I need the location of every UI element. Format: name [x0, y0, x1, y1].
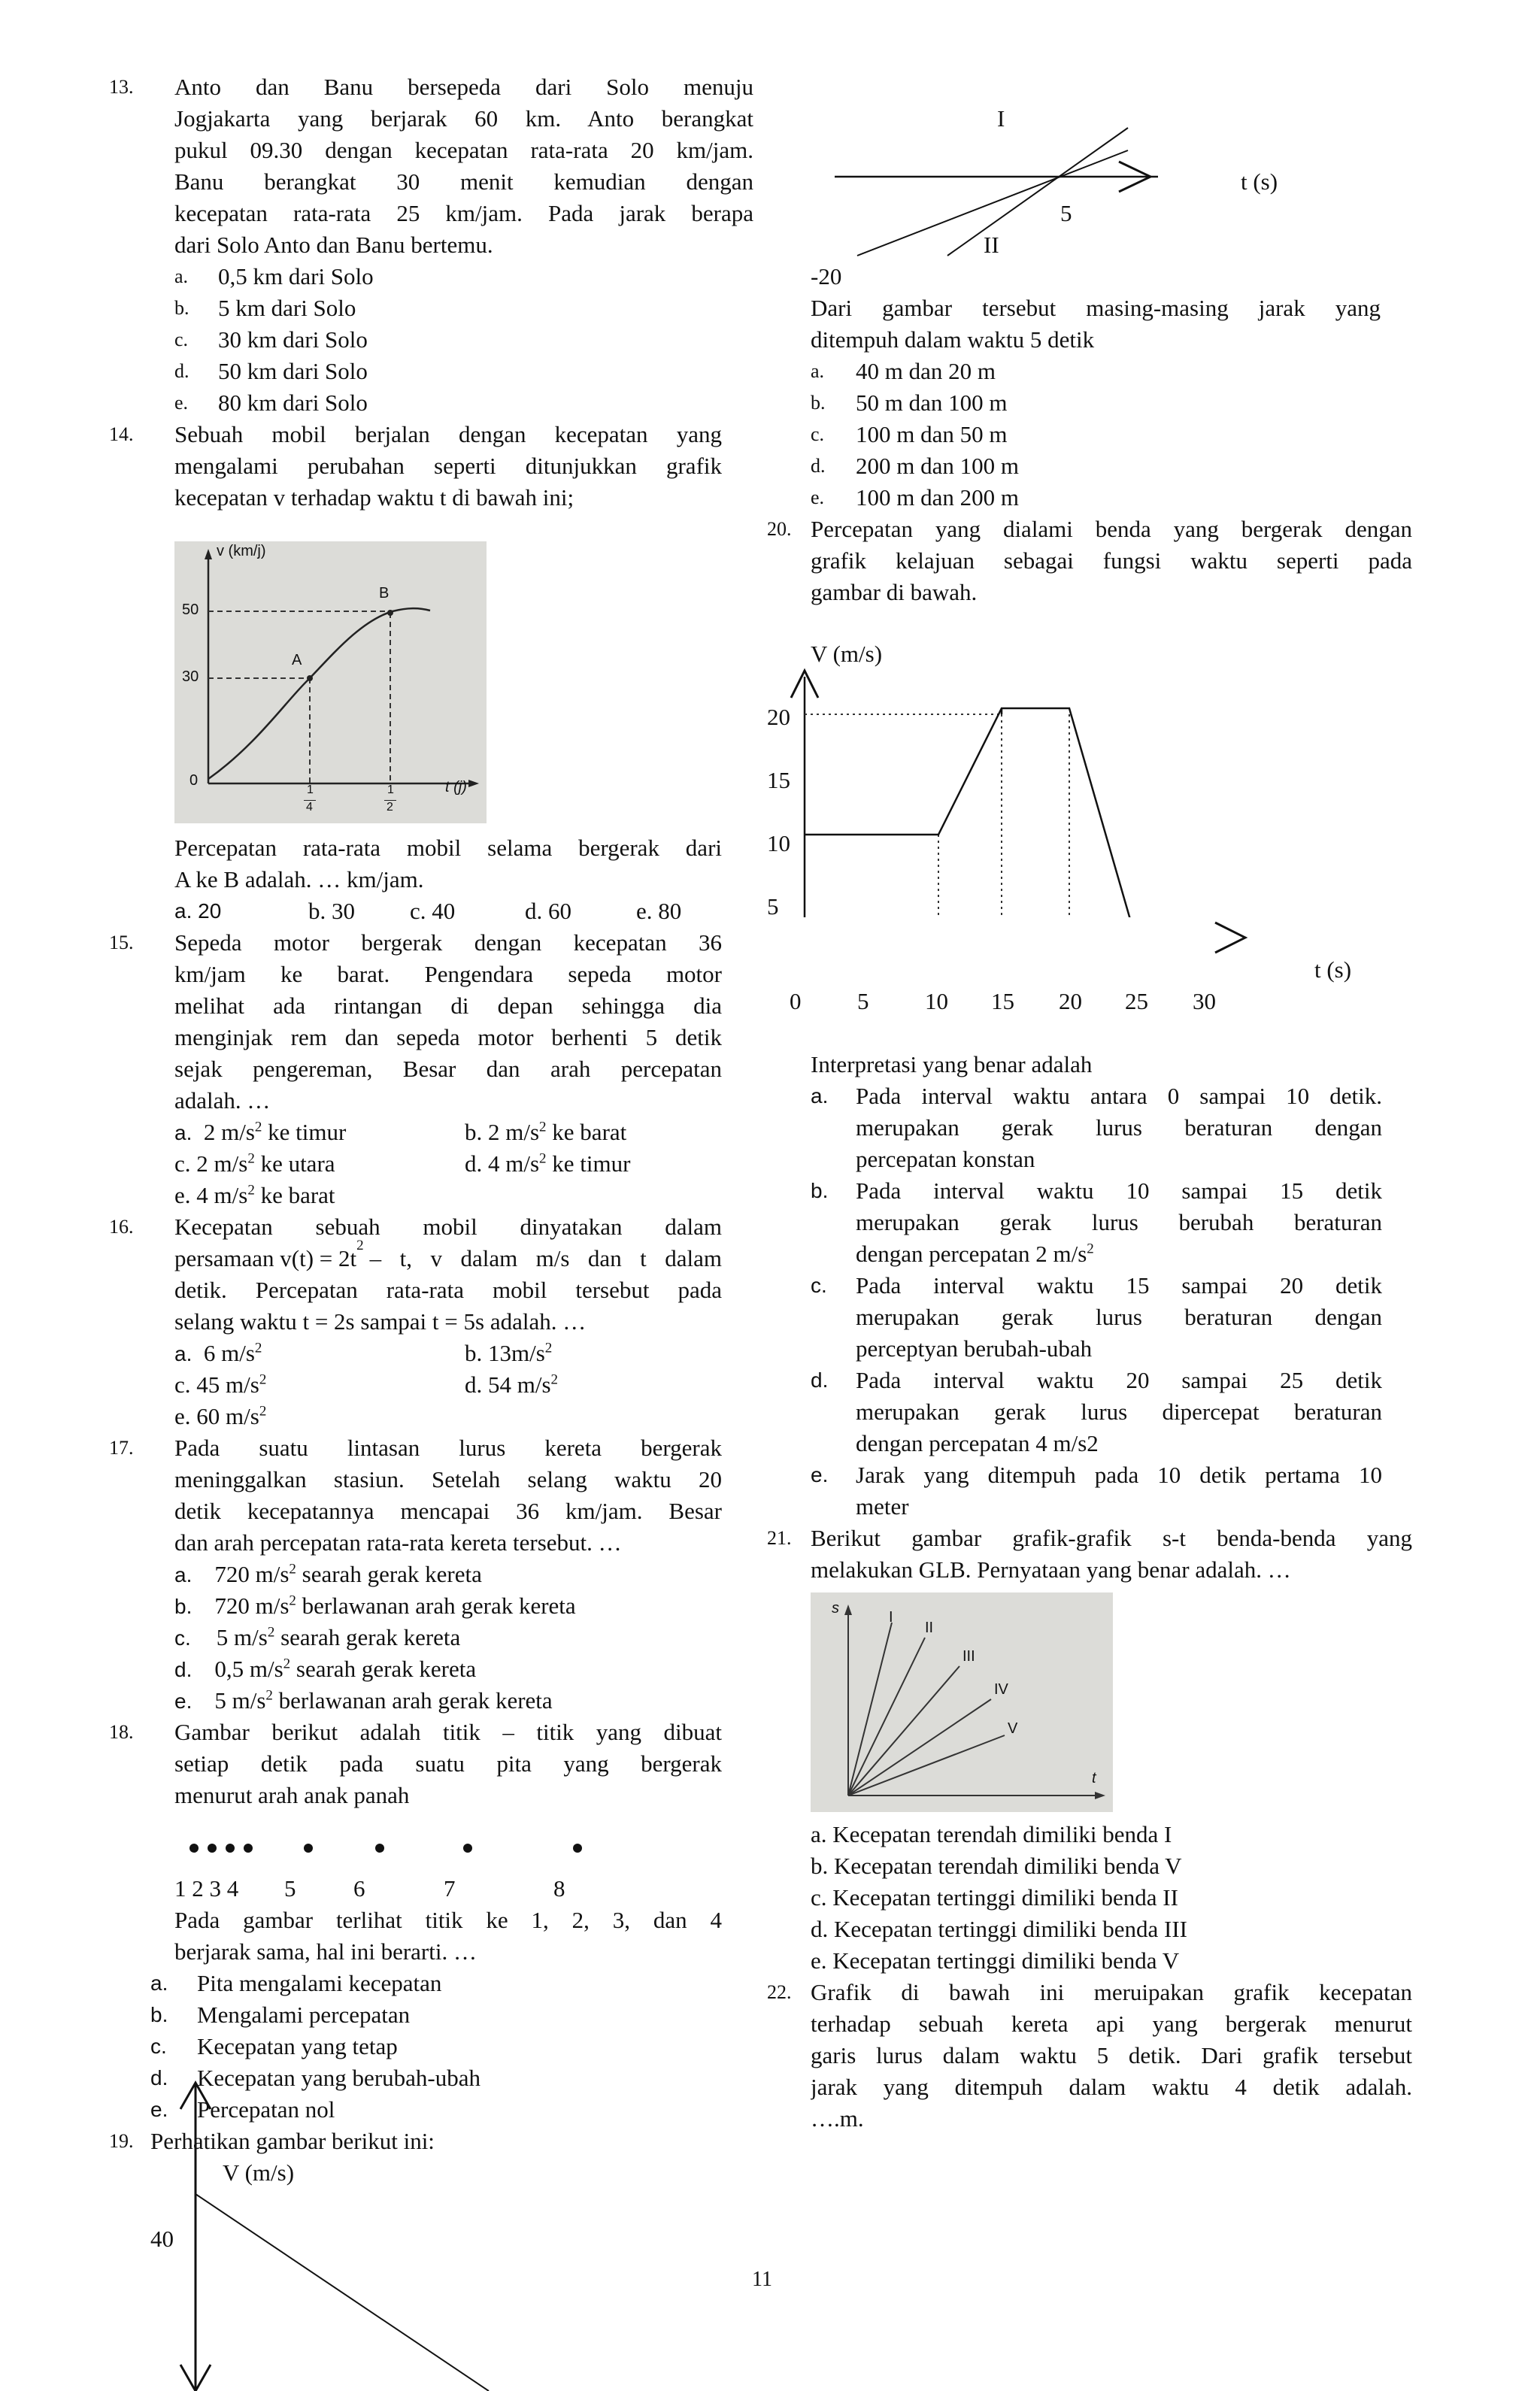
sup: 2: [289, 1561, 296, 1577]
q19-velocity-graph: [165, 2060, 587, 2391]
q17-line: Pada suatu lintasan lurus kereta bergerak: [174, 1435, 722, 1461]
tape-dot: [244, 1844, 253, 1853]
q20-xtick: 5: [857, 988, 869, 1014]
q14-option-e: e. 80: [636, 898, 682, 924]
q21-graph-t: t: [1092, 1770, 1096, 1786]
q19-text: Perhatikan gambar berikut ini:: [150, 2128, 435, 2154]
q18-dot-label: 6: [353, 1875, 365, 1902]
tape-dot: [573, 1844, 582, 1853]
q13-line: Jogjakarta yang berjarak 60 km. Anto berangkat: [174, 105, 753, 132]
q17-option-value: 720 m/s: [214, 1561, 290, 1587]
q20-option-d: Pada interval waktu 20 sampai 25 detik: [856, 1367, 1382, 1393]
q22-line: jarak yang ditempuh dalam waktu 4 detik adalah.: [811, 2074, 1412, 2100]
q17-option-c: [174, 1622, 460, 1654]
q15-line: melihat ada rintangan di depan sehingga dia: [174, 992, 722, 1019]
q18-line: setiap detik pada suatu pita yang bergerak: [174, 1750, 722, 1777]
sup: 2: [254, 1119, 262, 1135]
q14-graph-y50: 50: [182, 602, 199, 618]
q19-position-graph: [827, 105, 1248, 278]
q17-option-text: searah gerak kereta: [302, 1561, 482, 1587]
q15-line: menginjak rem dan sepeda motor berhenti 5 detik: [174, 1024, 722, 1050]
q14-graph-point-b: B: [379, 585, 390, 602]
q15-option-e-dir: ke barat: [260, 1182, 335, 1208]
q19-graph-label-II: II: [984, 232, 999, 258]
graph-line-I: [947, 128, 1128, 256]
q17-option-text: berlawanan arah gerak kereta: [278, 1687, 553, 1714]
q21-graph-label: II: [925, 1620, 934, 1636]
q18-option-d: Kecepatan yang berubah-ubah: [197, 2065, 480, 2091]
q17-line: detik kecepatannya mencapai 36 km/jam. Besar: [174, 1498, 722, 1524]
q17-line: meninggalkan stasiun. Setelah selang waktu 20: [174, 1466, 722, 1492]
q15-line: Sepeda motor bergerak dengan kecepatan 36: [174, 929, 722, 956]
q15-line: km/jam ke barat. Pengendara sepeda motor: [174, 961, 722, 987]
q20-option-c: merupakan gerak lurus beraturan dengan: [856, 1304, 1382, 1330]
q17-option-letter: a.: [174, 1563, 192, 1586]
q16-eq-rest: – t, v dalam m/s dan t dalam: [369, 1245, 722, 1271]
q14-velocity-graph: [174, 541, 487, 823]
sup: 2: [265, 1687, 273, 1704]
line-II: [848, 1638, 925, 1796]
q18-option-letter: d.: [150, 2066, 168, 2089]
q19-question: Dari gambar tersebut masing-masing jarak yang: [811, 295, 1381, 321]
q15-option-d-value: d. 4 m/s: [465, 1150, 540, 1177]
q16-option-c: [174, 1369, 266, 1401]
q20-ytick: 5: [767, 893, 779, 920]
q17-option-text: searah gerak kereta: [296, 1656, 477, 1682]
q22-line: Grafik di bawah ini meruipakan grafik kecepatan: [811, 1979, 1412, 2005]
q18-dot-labels: 1 2 3 4: [174, 1875, 239, 1902]
q14-option-b: b. 30: [308, 898, 355, 924]
q14-graph-point-a: A: [292, 652, 302, 668]
q15-option-b-dir: ke barat: [552, 1119, 627, 1145]
q20-x-arrow: [1209, 915, 1254, 960]
tape-dot: [375, 1844, 384, 1853]
q21-graph-label: V: [1008, 1720, 1018, 1737]
q21-option-e: e. Kecepatan tertinggi dimiliki benda V: [811, 1947, 1180, 1974]
q18-dot-label: 7: [444, 1875, 456, 1902]
q18-option-b: Mengalami percepatan: [197, 2002, 411, 2028]
q14-graph-y30: 30: [182, 668, 199, 685]
q16-option-e: [174, 1401, 266, 1432]
q14-graph-x2-den: 2: [387, 801, 393, 814]
q19-graph-t: t (s): [1241, 168, 1278, 195]
page-number: 11: [752, 2268, 772, 2291]
q17-option-text: berlawanan arah gerak kereta: [302, 1592, 576, 1619]
q16-number: 16.: [109, 1216, 134, 1238]
q15-option-b-value: b. 2 m/s: [465, 1119, 540, 1145]
q20-option-letter: d.: [811, 1368, 829, 1392]
q21-line: Berikut gambar grafik-grafik s-t benda-benda yang: [811, 1525, 1412, 1551]
q20-option-b-last: dengan percepatan 2 m/s: [856, 1241, 1087, 1267]
q21-option-b: b. Kecepatan terendah dimiliki benda V: [811, 1853, 1182, 1879]
q21-graph-label: IV: [994, 1681, 1008, 1698]
q17-option-d: [174, 1653, 476, 1686]
q20-option-b: Pada interval waktu 10 sampai 15 detik: [856, 1177, 1382, 1204]
q21-st-graph: [811, 1592, 1113, 1812]
q17-option-b: [174, 1590, 576, 1623]
q19-option-letter: c.: [811, 423, 825, 445]
q15-option-a: [174, 1117, 346, 1149]
q13-line: pukul 09.30 dengan kecepatan rata-rata 20 km/jam.: [174, 137, 753, 163]
q15-number: 15.: [109, 932, 134, 953]
q21-option-c: c. Kecepatan tertinggi dimiliki benda II: [811, 1884, 1178, 1911]
q19-option-letter: e.: [811, 486, 825, 508]
q18-after: berjarak sama, hal ini berarti. …: [174, 1938, 477, 1965]
q16-line: detik. Percepatan rata-rata mobil tersebut pada: [174, 1277, 722, 1303]
q20-speed-graph: [782, 662, 1308, 917]
q15-option-c: [174, 1148, 335, 1180]
line-V: [848, 1735, 1005, 1796]
q15-option-e-value: e. 4 m/s: [174, 1182, 248, 1208]
q15-option-d-dir: ke timur: [552, 1150, 631, 1177]
q19-option-d: 200 m dan 100 m: [856, 453, 1019, 479]
q16-line: Kecepatan sebuah mobil dinyatakan dalam: [174, 1214, 722, 1240]
q22-number: 22.: [767, 1981, 792, 2003]
sup: 2: [259, 1403, 267, 1420]
q15-line: sejak pengereman, Besar dan arah percepatan: [174, 1056, 722, 1082]
q15-line: adalah. …: [174, 1087, 271, 1114]
q18-option-letter: e.: [150, 2098, 168, 2121]
q17-number: 17.: [109, 1437, 134, 1459]
q20-xtick: 20: [1059, 988, 1082, 1014]
q20-line: grafik kelajuan sebagai fungsi waktu seperti pada: [811, 547, 1412, 574]
tape-dot: [226, 1844, 235, 1853]
q18-option-letter: a.: [150, 1971, 168, 1995]
tape-dot: [463, 1844, 472, 1853]
sup: 2: [254, 1340, 262, 1356]
q19-ylabel: V (m/s): [223, 2159, 295, 2186]
q19-option-a: 40 m dan 20 m: [856, 358, 996, 384]
q13-option-letter: b.: [174, 297, 189, 319]
sup: 2: [550, 1371, 559, 1388]
q21-graph-label: I: [889, 1609, 893, 1626]
q20-option-a: merupakan gerak lurus beraturan dengan: [856, 1114, 1382, 1141]
q20-option-d: dengan percepatan 4 m/s2: [856, 1430, 1099, 1456]
q17-option-value: 5 m/s: [214, 1687, 266, 1714]
q18-tape-dots: [180, 1837, 602, 1859]
q21-option-d: d. Kecepatan tertinggi dimiliki benda III: [811, 1916, 1187, 1942]
sup: 2: [539, 1150, 547, 1167]
q19-option-b: 50 m dan 100 m: [856, 389, 1008, 416]
q17-option-value: 720 m/s: [214, 1592, 290, 1619]
q19-question: ditempuh dalam waktu 5 detik: [811, 326, 1095, 353]
q20-option-c: perceptyan berubah-ubah: [856, 1335, 1093, 1362]
q20-option-d: merupakan gerak lurus dipercepat beraturan: [856, 1399, 1382, 1425]
q21-number: 21.: [767, 1527, 792, 1549]
q17-option-letter: e.: [174, 1689, 192, 1713]
tape-dot: [189, 1844, 199, 1853]
q16-line: [174, 1238, 722, 1274]
q15-option-c-value: c. 2 m/s: [174, 1150, 248, 1177]
q13-option-letter: d.: [174, 360, 189, 382]
q19-tick-40: 40: [150, 2226, 174, 2252]
q16-option-d-value: d. 54 m/s: [465, 1371, 551, 1398]
q14-line: mengalami perubahan seperti ditunjukkan grafik: [174, 453, 722, 479]
q20-option-b: [856, 1238, 1094, 1270]
q18-option-e: Percepatan nol: [197, 2096, 335, 2123]
q17-line: dan arah percepatan rata-rata kereta tersebut. …: [174, 1529, 622, 1556]
q19-number: 19.: [109, 2130, 134, 2152]
q13-option-letter: e.: [174, 392, 189, 414]
q22-line: ….m.: [811, 2105, 864, 2132]
tape-dot: [304, 1844, 313, 1853]
q13-number: 13.: [109, 76, 134, 98]
q20-xtick: 15: [991, 988, 1014, 1014]
q13-line: kecepatan rata-rata 25 km/jam. Pada jarak berapa: [174, 200, 753, 226]
q14-option-d: d. 60: [525, 898, 571, 924]
sup: 2: [539, 1119, 547, 1135]
q14-graph-origin: 0: [189, 772, 199, 789]
q22-line: terhadap sebuah kereta api yang bergerak menurut: [811, 2011, 1412, 2037]
q14-option-a: a. 20: [174, 899, 222, 923]
q13-line: Anto dan Banu bersepeda dari Solo menuju: [174, 74, 753, 100]
sup: 2: [289, 1592, 296, 1609]
sup: 2: [283, 1656, 291, 1672]
q15-option-a-dir: ke timur: [268, 1119, 347, 1145]
q18-option-letter: b.: [150, 2003, 168, 2026]
q16-option-c-value: c. 45 m/s: [174, 1371, 259, 1398]
q16-eq: persamaan v(t) = 2t: [174, 1245, 357, 1271]
q20-xtick: 30: [1193, 988, 1216, 1014]
q14-after: A ke B adalah. … km/jam.: [174, 866, 424, 892]
q20-ylabel: V (m/s): [811, 641, 883, 667]
q20-xtick: 25: [1125, 988, 1148, 1014]
q17-option-value: 5 m/s: [216, 1624, 268, 1650]
q20-option-b: merupakan gerak lurus berubah beraturan: [856, 1209, 1382, 1235]
q20-option-letter: b.: [811, 1179, 829, 1202]
q13-option-e: 80 km dari Solo: [218, 389, 368, 416]
q16-option-a: [174, 1338, 262, 1370]
tape-dot: [208, 1844, 217, 1853]
q15-option-letter: a.: [174, 1121, 192, 1144]
q20-number: 20.: [767, 518, 792, 540]
q17-option-letter: d.: [174, 1658, 192, 1681]
sup: 2: [267, 1624, 275, 1641]
q20-option-e: meter: [856, 1493, 909, 1520]
sup: 2: [544, 1340, 553, 1356]
q17-option-text: searah gerak kereta: [280, 1624, 461, 1650]
q21-option-a: a. Kecepatan terendah dimiliki benda I: [811, 1821, 1172, 1847]
q20-option-c: Pada interval waktu 15 sampai 20 detik: [856, 1272, 1382, 1299]
q20-ytick: 20: [767, 704, 790, 730]
q21-graph-label: III: [962, 1648, 975, 1665]
q13-option-a: 0,5 km dari Solo: [218, 263, 374, 289]
q17-option-e: [174, 1685, 553, 1717]
q16-line: selang waktu t = 2s sampai t = 5s adalah. …: [174, 1308, 587, 1335]
q14-line: kecepatan v terhadap waktu t di bawah ini;: [174, 484, 574, 511]
q14-after: Percepatan rata-rata mobil selama bergerak dari: [174, 835, 722, 861]
q21-graph-s: s: [832, 1600, 839, 1617]
q16-option-d: [465, 1369, 558, 1401]
q14-number: 14.: [109, 423, 134, 445]
q17-option-letter: c.: [174, 1626, 191, 1650]
q20-interpretation: Interpretasi yang benar adalah: [811, 1051, 1093, 1077]
q19-option-e: 100 m dan 200 m: [856, 484, 1019, 511]
q18-line: Gambar berikut adalah titik – titik yang dibuat: [174, 1719, 722, 1745]
q13-line: Banu berangkat 30 menit kemudian dengan: [174, 168, 753, 195]
q16-option-letter: a.: [174, 1342, 192, 1365]
q13-option-b: 5 km dari Solo: [218, 295, 356, 321]
q13-option-letter: c.: [174, 329, 189, 350]
q20-xtick: 10: [925, 988, 948, 1014]
q20-xtick: 0: [790, 988, 802, 1014]
q18-dot-label: 5: [284, 1875, 296, 1902]
q18-option-letter: c.: [150, 2035, 167, 2058]
q20-ytick: 15: [767, 767, 790, 793]
q14-option-c: c. 40: [410, 898, 456, 924]
sup: 2: [247, 1182, 255, 1199]
q19-graph-minus20: -20: [811, 263, 842, 289]
q20-option-a: Pada interval waktu antara 0 sampai 10 detik.: [856, 1083, 1382, 1109]
q18-after: Pada gambar terlihat titik ke 1, 2, 3, dan 4: [174, 1907, 722, 1933]
q14-line: Sebuah mobil berjalan dengan kecepatan yang: [174, 421, 722, 447]
q18-dot-label: 8: [553, 1875, 565, 1902]
q14-graph-ylabel: v (km/j): [217, 543, 266, 559]
q19-option-letter: d.: [811, 455, 826, 477]
sup: 2: [356, 1238, 364, 1253]
sup: 2: [1087, 1241, 1094, 1257]
q19-option-letter: a.: [811, 360, 825, 382]
line-IV: [848, 1699, 991, 1796]
q19-graph-label-I: I: [997, 105, 1005, 132]
q22-line: garis lurus dalam waktu 5 detik. Dari grafik tersebut: [811, 2042, 1412, 2068]
q21-line: melakukan GLB. Pernyataan yang benar adalah. …: [811, 1556, 1291, 1583]
q13-option-c: 30 km dari Solo: [218, 326, 368, 353]
q18-option-a: Pita mengalami kecepatan: [197, 1970, 442, 1996]
q15-option-b: [465, 1117, 626, 1148]
q14-graph-xlabel: t (j): [445, 779, 467, 795]
q20-option-e: Jarak yang ditempuh pada 10 detik pertama 10: [856, 1462, 1382, 1488]
q19-option-c: 100 m dan 50 m: [856, 421, 1008, 447]
q20-option-a: percepatan konstan: [856, 1146, 1035, 1172]
q17-option-a: [174, 1559, 482, 1591]
q20-line: gambar di bawah.: [811, 579, 978, 605]
q20-line: Percepatan yang dialami benda yang bergerak dengan: [811, 516, 1412, 542]
q20-option-letter: a.: [811, 1084, 829, 1108]
q13-option-d: 50 km dari Solo: [218, 358, 368, 384]
sup: 2: [247, 1150, 255, 1167]
q14-graph-x1-num: 1: [307, 783, 314, 796]
q20-option-letter: e.: [811, 1463, 829, 1486]
sup: 2: [259, 1371, 267, 1388]
q13-option-letter: a.: [174, 265, 189, 287]
q18-option-c: Kecepatan yang tetap: [197, 2033, 398, 2059]
q20-option-letter: c.: [811, 1274, 827, 1297]
q18-line: menurut arah anak panah: [174, 1782, 410, 1808]
q18-number: 18.: [109, 1721, 134, 1743]
speed-curve: [805, 708, 1135, 917]
q15-option-a-value: 2 m/s: [203, 1119, 255, 1145]
q17-option-value: 0,5 m/s: [214, 1656, 283, 1682]
q19-graph-5: 5: [1060, 200, 1072, 226]
q15-option-d: [465, 1148, 630, 1180]
q14-graph-x1-den: 4: [306, 801, 313, 814]
q19-option-letter: b.: [811, 392, 826, 414]
q15-option-c-dir: ke utara: [260, 1150, 335, 1177]
q20-xlabel: t (s): [1314, 956, 1352, 983]
q16-option-b: [465, 1338, 552, 1369]
q15-option-e: [174, 1180, 335, 1211]
q20-ytick: 10: [767, 830, 790, 856]
q13-line: dari Solo Anto dan Banu bertemu.: [174, 232, 493, 258]
q14-graph-x2-num: 1: [387, 783, 394, 796]
q16-option-a-value: 6 m/s: [203, 1340, 255, 1366]
q17-option-letter: b.: [174, 1595, 192, 1618]
q16-option-b-value: b. 13m/s: [465, 1340, 545, 1366]
q16-option-e-value: e. 60 m/s: [174, 1403, 259, 1429]
